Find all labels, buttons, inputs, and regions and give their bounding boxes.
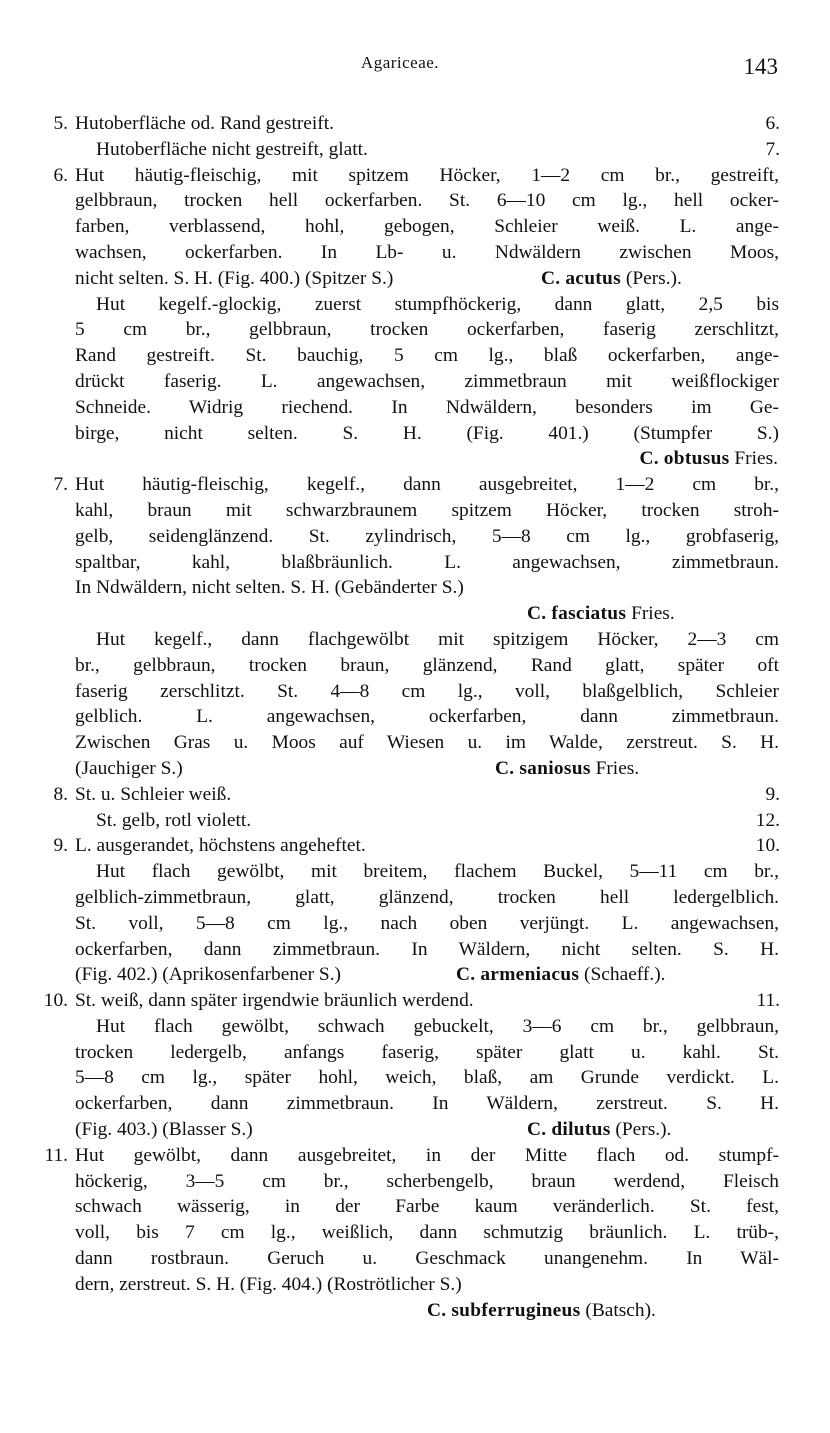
couplet-6-line: [0, 369, 830, 395]
couplet-7-line: [0, 498, 830, 524]
description-line: br., gelbbraun, trocken braun, glänzend, Rand glatt, später oft: [75, 654, 779, 676]
couplet-11-line: [0, 1272, 830, 1298]
couplet-6-species: [0, 446, 830, 472]
description-line: Hut flach gewölbt, mit breitem, flachem Buckel, 5—11 cm br.,: [96, 861, 779, 883]
couplet-9-a: [0, 833, 830, 859]
lead-ref: 9.: [765, 783, 780, 805]
lead-text: Hutoberfläche od. Rand gestreift.: [75, 113, 334, 134]
couplet-6-line: [0, 292, 830, 318]
lead-ref: 6.: [765, 113, 780, 134]
couplet-6-line: [0, 188, 830, 214]
couplet-10-a: [0, 988, 830, 1014]
couplet-5-b: [0, 137, 830, 163]
description-line: 5—8 cm lg., später hohl, weich, blaß, am Grunde verdickt. L.: [75, 1067, 779, 1089]
species-name: [527, 601, 675, 627]
lead-ref: 11.: [756, 990, 780, 1012]
couplet-number: 5.: [53, 113, 68, 134]
description-line: nicht selten. S. H. (Fig. 400.) (Spitzer S.): [75, 267, 394, 289]
couplet-7-line: [0, 575, 830, 601]
couplet-8-a: [0, 782, 830, 808]
couplet-10-line: [0, 1065, 830, 1091]
species-epithet: acutus: [565, 267, 621, 289]
species-name: [527, 1117, 671, 1143]
description-line: Hut kegelf., dann flachgewölbt mit spitzigem Höcker, 2—3 cm: [96, 628, 779, 650]
couplet-9-line: [0, 911, 830, 937]
description-line: (Fig. 402.) (Aprikosenfarbener S.): [75, 964, 342, 986]
description-line: wachsen, ockerfarben. In Lb- u. Ndwäldern zwischen Moos,: [75, 241, 779, 263]
couplet-7-line: [0, 756, 830, 782]
species-epithet: fasciatus: [551, 603, 627, 625]
lead-ref: 7.: [765, 138, 780, 160]
description-line: dann rostbraun. Geruch u. Geschmack unangenehm. In Wäl-: [75, 1248, 779, 1270]
couplet-7-line: [0, 524, 830, 550]
description-line: Schneide. Widrig riechend. In Ndwäldern, besonders im Ge-: [75, 396, 779, 418]
description-line: In Ndwäldern, nicht selten. S. H. (Gebänderter S.): [75, 577, 464, 599]
couplet-7-line: [0, 472, 830, 498]
couplet-11-line: [0, 1246, 830, 1272]
description-line: Hut gewölbt, dann ausgebreitet, in der Mitte flach od. stumpf-: [75, 1144, 779, 1166]
species-epithet: armeniacus: [480, 964, 580, 986]
species-author: Fries.: [631, 603, 675, 625]
page-number: 143: [743, 54, 778, 79]
description-line: Hut häutig-fleischig, mit spitzem Höcker, 1—2 cm br., gestreift,: [75, 164, 779, 186]
species-epithet: dilutus: [551, 1119, 611, 1141]
description-line: drückt faserig. L. angewachsen, zimmetbraun mit weißflockiger: [75, 370, 779, 392]
couplet-7-line: [0, 679, 830, 705]
species-author: Fries.: [734, 448, 778, 470]
couplet-number: 10.: [43, 990, 68, 1012]
description-line: schwach wässerig, in der Farbe kaum veränderlich. St. fest,: [75, 1196, 779, 1218]
species-genus: C.: [639, 448, 659, 470]
couplet-7-line: [0, 704, 830, 730]
couplet-6-line: [0, 163, 830, 189]
species-genus: C.: [495, 757, 515, 779]
couplet-number: 7.: [53, 474, 68, 496]
description-line: (Jauchiger S.): [75, 757, 183, 779]
species-genus: C.: [427, 1299, 447, 1321]
description-line: Rand gestreift. St. bauchig, 5 cm lg., blaß ockerfarben, ange-: [75, 345, 779, 367]
description-line: birge, nicht selten. S. H. (Fig. 401.) (Stumpfer S.): [75, 422, 779, 444]
species-genus: C.: [527, 1119, 547, 1141]
couplet-number: 9.: [53, 835, 68, 857]
description-line: höckerig, 3—5 cm br., scherbengelb, braun werdend, Fleisch: [75, 1170, 779, 1192]
couplet-9-line: [0, 885, 830, 911]
couplet-10-line: [0, 1117, 830, 1143]
description-line: farben, verblassend, hohl, gebogen, Schleier weiß. L. ange-: [75, 216, 779, 238]
description-line: 5 cm br., gelbbraun, trocken ockerfarben, faserig zerschlitzt,: [75, 319, 779, 341]
couplet-11-line: [0, 1194, 830, 1220]
description-line: Zwischen Gras u. Moos auf Wiesen u. im Walde, zerstreut. S. H.: [75, 732, 779, 754]
lead-text: Hutoberfläche nicht gestreift, glatt.: [96, 138, 368, 160]
couplet-6-line: [0, 317, 830, 343]
couplet-11-species: [0, 1298, 830, 1324]
species-author: (Pers.).: [625, 267, 682, 289]
lead-text: L. ausgerandet, höchstens angeheftet.: [75, 835, 366, 857]
description-line: gelblich-zimmetbraun, glatt, glänzend, trocken hell ledergelblich.: [75, 886, 779, 908]
description-line: Hut flach gewölbt, schwach gebuckelt, 3—6 cm br., gelbbraun,: [96, 1015, 779, 1037]
species-genus: C.: [541, 267, 561, 289]
description-line: spaltbar, kahl, blaßbräunlich. L. angewachsen, zimmetbraun.: [75, 551, 779, 573]
couplet-number: 11.: [44, 1144, 68, 1166]
couplet-7-species: [0, 601, 830, 627]
couplet-10-line: [0, 1040, 830, 1066]
couplet-6-line: [0, 214, 830, 240]
lead-text: St. gelb, rotl violett.: [96, 809, 252, 831]
species-author: (Pers.).: [615, 1119, 672, 1141]
species-name: [427, 1298, 656, 1324]
couplet-6-line: [0, 421, 830, 447]
description-line: faserig zerschlitzt. St. 4—8 cm lg., voll, blaßgelblich, Schleier: [75, 680, 779, 702]
description-line: gelb, seidenglänzend. St. zylindrisch, 5—8 cm lg., grobfaserig,: [75, 525, 779, 547]
header-title: Agariceae.: [360, 53, 440, 72]
species-name: [456, 962, 666, 988]
couplet-11-line: [0, 1143, 830, 1169]
description-line: ockerfarben, dann zimmetbraun. In Wäldern, nicht selten. S. H.: [75, 938, 779, 960]
description-line: dern, zerstreut. S. H. (Fig. 404.) (Roströtlicher S.): [75, 1273, 462, 1295]
couplet-number: 8.: [53, 783, 68, 805]
species-epithet: obtusus: [663, 448, 730, 470]
lead-ref: 12.: [755, 809, 780, 831]
description-line: voll, bis 7 cm lg., weißlich, dann schmutzig bräunlich. L. trüb-,: [75, 1222, 779, 1244]
couplet-number: 6.: [53, 164, 68, 186]
lead-text: St. u. Schleier weiß.: [75, 783, 232, 805]
couplet-10-line: [0, 1091, 830, 1117]
couplet-6-line: [0, 395, 830, 421]
couplet-7-line: [0, 653, 830, 679]
couplet-6-line: [0, 343, 830, 369]
lead-text: St. weiß, dann später irgendwie bräunlich werdend.: [75, 990, 474, 1012]
species-author: Fries.: [595, 757, 640, 779]
couplet-9-line: [0, 859, 830, 885]
couplet-6-line: [0, 266, 830, 292]
couplet-10-line: [0, 1014, 830, 1040]
species-name: [639, 446, 778, 472]
description-line: Hut kegelf.-glockig, zuerst stumpfhöckerig, dann glatt, 2,5 bis: [96, 293, 779, 315]
species-name: [541, 266, 682, 292]
couplet-9-line: [0, 962, 830, 988]
description-line: kahl, braun mit schwarzbraunem spitzem Höcker, trocken stroh-: [75, 499, 779, 521]
species-author: (Batsch).: [585, 1299, 656, 1321]
species-genus: C.: [527, 603, 547, 625]
description-line: St. voll, 5—8 cm lg., nach oben verjüngt. L. angewachsen,: [75, 912, 779, 934]
couplet-11-line: [0, 1220, 830, 1246]
description-line: trocken ledergelb, anfangs faserig, später glatt u. kahl. St.: [75, 1041, 779, 1063]
species-epithet: subferrugineus: [451, 1299, 581, 1321]
couplet-8-b: [0, 808, 830, 834]
species-author: (Schaeff.).: [584, 964, 666, 986]
couplet-7-line: [0, 730, 830, 756]
description-line: gelblich. L. angewachsen, ockerfarben, dann zimmetbraun.: [75, 706, 779, 728]
couplet-6-line: [0, 240, 830, 266]
couplet-5-a: [0, 111, 830, 137]
couplet-9-line: [0, 937, 830, 963]
species-genus: C.: [456, 964, 476, 986]
couplet-7-line: [0, 627, 830, 653]
description-line: gelbbraun, trocken hell ockerfarben. St. 6—10 cm lg., hell ocker-: [75, 190, 779, 212]
species-epithet: saniosus: [519, 757, 591, 779]
key-text: [0, 111, 830, 1323]
couplet-7-line: [0, 550, 830, 576]
couplet-11-line: [0, 1169, 830, 1195]
description-line: Hut häutig-fleischig, kegelf., dann ausgebreitet, 1—2 cm br.,: [75, 474, 779, 496]
lead-ref: 10.: [755, 835, 780, 857]
description-line: (Fig. 403.) (Blasser S.): [75, 1119, 253, 1141]
description-line: ockerfarben, dann zimmetbraun. In Wäldern, zerstreut. S. H.: [75, 1093, 779, 1115]
species-name: [495, 756, 639, 782]
